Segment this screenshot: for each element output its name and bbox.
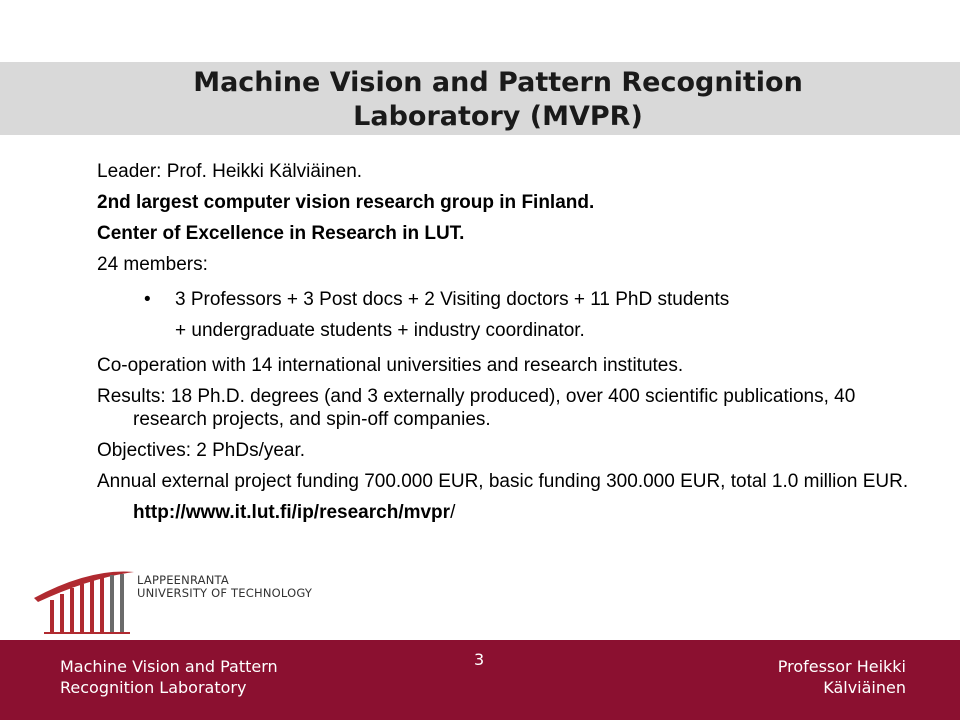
logo-bar (80, 584, 84, 634)
members-bullet-line2: + undergraduate students + industry coordinator. (175, 320, 585, 341)
lab-url-link[interactable] (97, 501, 927, 524)
funding-text: Annual external project funding 700.000 EUR, basic funding 300.000 EUR, total 1.0 million EUR. (97, 471, 909, 492)
logo-bar (100, 577, 104, 634)
logo-line1: LAPPEENRANTA (137, 573, 229, 587)
members-text: 24 members: (97, 254, 208, 275)
page-number: 3 (474, 650, 485, 669)
largest-group-text: 2nd largest computer vision research group in Finland. (97, 192, 595, 213)
logo-line2: UNIVERSITY OF TECHNOLOGY (137, 586, 313, 600)
cooperation-text: Co-operation with 14 international universities and research institutes. (97, 355, 684, 376)
members-bullet (97, 284, 927, 315)
logo-bar (60, 594, 64, 634)
center-of-excellence-text: Center of Excellence in Research in LUT. (97, 223, 465, 244)
footer-left-line1: Machine Vision and Pattern (60, 657, 278, 676)
slide-body (97, 160, 927, 524)
footer-lab-name (60, 656, 278, 698)
logo-text (137, 574, 312, 600)
footer-right-line1: Professor Heikki (777, 657, 906, 676)
lab-url-slash: / (450, 502, 456, 523)
logo-bar (90, 580, 94, 634)
slide-title-line1: Machine Vision and Pattern Recognition (193, 67, 803, 98)
logo-base (44, 632, 130, 634)
bullet-dot-icon: • (144, 289, 151, 310)
results-text: Results: 18 Ph.D. degrees (and 3 externally produced), over 400 scientific publications, 40 research projects, and spin-off companies. (97, 386, 856, 430)
members-bullet-line1: 3 Professors + 3 Post docs + 2 Visiting doctors + 11 PhD students (175, 289, 730, 310)
logo-bar (50, 600, 54, 634)
footer-right-line2: Kälviäinen (823, 678, 906, 697)
slide-title-line2: Laboratory (MVPR) (353, 101, 643, 132)
leader-text: Leader: Prof. Heikki Kälviäinen. (97, 161, 363, 182)
slide-title (0, 66, 960, 134)
footer-author (778, 656, 906, 698)
lab-url-main: http://www.it.lut.fi/ip/research/mvpr (133, 502, 451, 523)
footer-left-line2: Recognition Laboratory (60, 678, 247, 697)
objectives-text: Objectives: 2 PhDs/year. (97, 440, 306, 461)
footer-bar (0, 640, 960, 720)
logo-bar (70, 588, 74, 634)
logo-bar (120, 574, 124, 634)
logo-bar (110, 575, 114, 634)
